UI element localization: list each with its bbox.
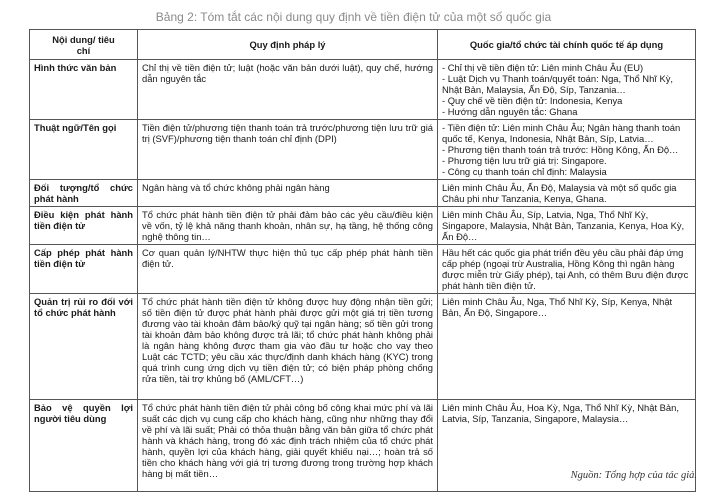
applied-line: Liên minh Châu Âu, Ấn Độ, Malaysia và một số quốc gia Châu phi như Tanzania, Kenya, Ghana. (442, 182, 677, 204)
regulation-cell: Tiền điện tử/phương tiện thanh toán trả trước/phương tiện lưu trữ giá trị (SVF)/phương tiện thanh toán chỉ định (DPI) (138, 120, 438, 180)
applied-cell (438, 60, 696, 120)
regulation-table (29, 29, 696, 492)
criterion-cell: Đối tượng/tổ chức phát hành (30, 180, 138, 207)
applied-line: - Công cụ thanh toán chỉ định: Malaysia (442, 166, 607, 177)
regulation-cell: Tổ chức phát hành tiền điện tử không được huy động nhận tiền gửi; số tiền điện tử được phát hành phải được gửi một giá trị tiền tương đương vào tài khoản đảm bảo/ký quỹ tại ngân hàng; số tiền gửi trong tài khoản đảm bảo không được trả lãi; tổ chức phát hành không phải là ngân hàng không được tham gia vào đầu tư hoặc cho vay theo Luật các TCTD; yêu cầu xác thực/định danh khách hàng (KYC) trong quá trình cung ứng dịch vụ tiền điện tử; có biện pháp phòng chống rửa tiền, tài trợ khủng bố (AML/CFT…) (138, 294, 438, 400)
applied-line: - Quy chế về tiền điện tử: Indonesia, Kenya (442, 95, 623, 106)
regulation-cell: Cơ quan quản lý/NHTW thực hiện thủ tục cấp phép phát hành tiền điện tử. (138, 245, 438, 294)
regulation-cell: Ngân hàng và tổ chức không phải ngân hàng (138, 180, 438, 207)
header-row (30, 30, 696, 60)
table-row (30, 294, 696, 400)
applied-cell (438, 180, 696, 207)
applied-cell (438, 245, 696, 294)
regulation-cell: Tổ chức phát hành tiền điện tử phải đảm bảo các yêu cầu/điều kiện về vốn, tỷ lệ khả năng thanh khoản, nhân sự, hạ tầng, hệ thống công nghệ thông tin… (138, 207, 438, 245)
table-row (30, 120, 696, 180)
criterion-cell: Quản trị rủi ro đối với tổ chức phát hành (30, 294, 138, 400)
applied-line: - Phương tiện lưu trữ giá trị: Singapore. (442, 155, 607, 166)
applied-line: - Chỉ thị về tiền điện tử: Liên minh Châu Âu (EU) (442, 62, 644, 73)
source-note: Nguồn: Tổng hợp của tác giả. (570, 470, 697, 481)
criterion-cell: Bảo vệ quyền lợi người tiêu dùng (30, 400, 138, 492)
regulation-cell: Tổ chức phát hành tiền điện tử phải công bố công khai mức phí và lãi suất các dịch vụ cung cấp cho khách hàng, cũng như những thay đổi về phí và lãi suất; Phải có thỏa thuận bằng văn bản giữa tổ chức phát hành và khách hàng, trong đó xác định trách nhiệm của tổ chức phát hành, quyền lợi của khách hàng, giải quyết khiếu nại…; hoàn trả số tiền cho khách hàng với giá trị tương đương trong trường hợp khách hàng bị mất tiền… (138, 400, 438, 492)
criterion-cell: Thuật ngữ/Tên gọi (30, 120, 138, 180)
table-row (30, 207, 696, 245)
applied-line: - Luật Dịch vụ Thanh toán/quyết toán: Nga, Thổ Nhĩ Kỳ, Nhật Bản, Malaysia, Ấn Độ, Síp, Tanzania… (442, 73, 674, 95)
applied-line: - Hướng dẫn nguyên tắc: Ghana (442, 106, 578, 117)
criterion-cell: Điều kiện phát hành tiền điện tử (30, 207, 138, 245)
header-applied: Quốc gia/tổ chức tài chính quốc tế áp dụng (438, 30, 696, 60)
applied-line: Hầu hết các quốc gia phát triển đều yêu cầu phải đáp ứng cấp phép (ngoại trừ Australia, Hồng Kông thì ngân hàng được miễn trừ Giấy phép), tại Anh, có thêm Bưu điện được phát hành tiền điện tử. (442, 247, 689, 291)
applied-line: Liên minh Châu Âu, Nga, Thổ Nhĩ Kỳ, Síp, Kenya, Nhật Bản, Ấn Độ, Singapore… (442, 296, 673, 318)
criterion-cell: Cấp phép phát hành tiền điện tử (30, 245, 138, 294)
criterion-cell: Hình thức văn bản (30, 60, 138, 120)
applied-line: - Tiền điện tử: Liên minh Châu Âu; Ngân hàng thanh toán quốc tế, Kenya, Indonesia, Nhật Bản, Síp, Latvia… (442, 122, 681, 144)
applied-line: Liên minh Châu Âu, Síp, Latvia, Nga, Thổ Nhĩ Kỳ, Singapore, Malaysia, Nhật Bản, Tanzania, Kenya, Hoa Kỳ, Ấn Độ… (442, 209, 685, 242)
table-caption: Bảng 2: Tóm tắt các nội dung quy định về tiền điện tử của một số quốc gia (155, 10, 552, 24)
table-row (30, 180, 696, 207)
table-row (30, 60, 696, 120)
table-row (30, 245, 696, 294)
applied-cell (438, 120, 696, 180)
applied-cell (438, 207, 696, 245)
header-criterion: Nội dung/ tiêu chí (30, 30, 138, 60)
header-regulation: Quy định pháp lý (138, 30, 438, 60)
applied-line: - Phương tiện thanh toán trả trước: Hồng Kông, Ấn Độ… (442, 144, 679, 155)
applied-line: Liên minh Châu Âu, Hoa Kỳ, Nga, Thổ Nhĩ Kỳ, Nhật Bản, Latvia, Síp, Tanzania, Singapore, Malaysia… (442, 402, 679, 424)
applied-cell (438, 294, 696, 400)
regulation-cell: Chỉ thị về tiền điện tử; luật (hoặc văn bản dưới luật), quy chế, hướng dẫn nguyên tắc (138, 60, 438, 120)
